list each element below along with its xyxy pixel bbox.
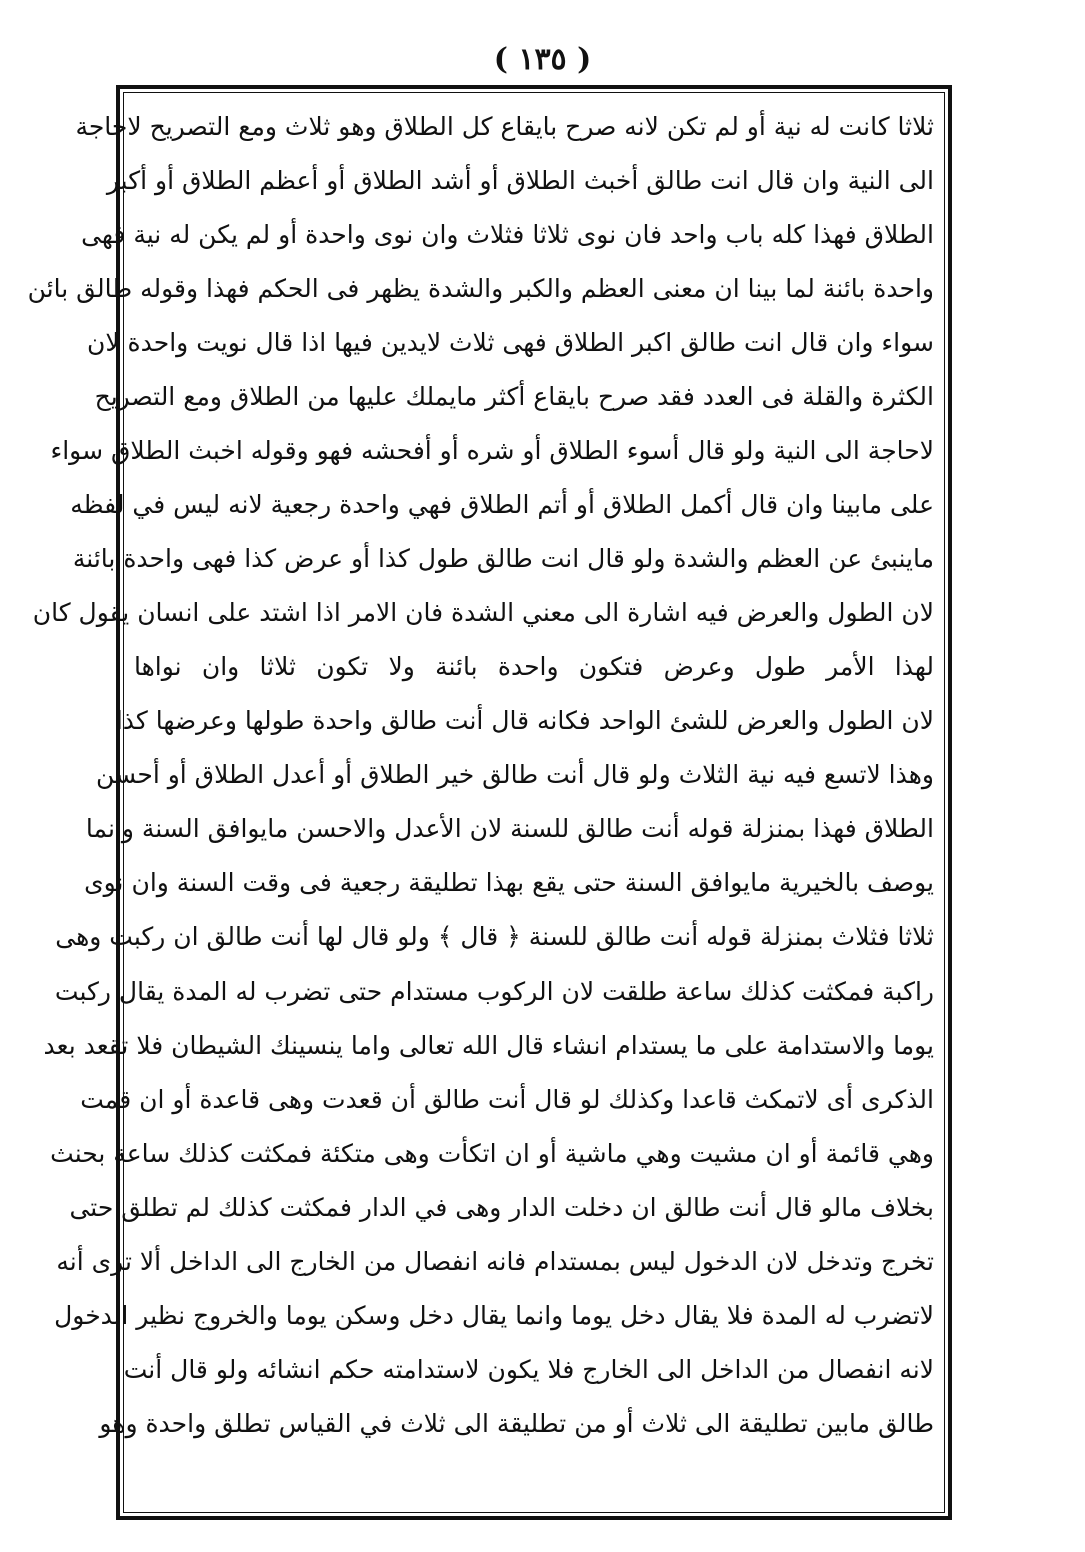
text-line: ثلاثا كانت له نية أو لم تكن لانه صرح بايقاع كل الطلاق وهو ثلاث ومع التصريح لاحاجة: [75, 112, 934, 141]
text-line: ماينبئ عن العظم والشدة ولو قال انت طالق طول كذا أو عرض كذا فهى واحدة بائنة: [72, 544, 934, 574]
text-line: الى النية وان قال انت طالق أخبث الطلاق أو أشد الطلاق أو أعظم الطلاق أو أكبر: [106, 166, 934, 196]
text-line: بخلاف مالو قال أنت طالق ان دخلت الدار وهى في الدار فمكثت كذلك لم تطلق حتى: [69, 1192, 934, 1222]
text-line: الطلاق فهذا بمنزلة قوله أنت طالق للسنة لان الأعدل والاحسن مايوافق السنة وانما: [85, 814, 934, 844]
text-line: لهذا الأمر طول وعرض فتكون واحدة بائنة ولا تكون ثلاثا وان نواها: [134, 652, 934, 682]
text-line: لاحاجة الى النية ولو قال أسوء الطلاق أو شره أو أفحشه فهو وقوله اخبث الطلاق سواء: [50, 436, 934, 466]
text-body: [27, 100, 934, 1505]
text-line: لان الطول والعرض فيه اشارة الى معني الشدة فان الامر اذا اشتد على انسان يقول كان: [32, 598, 934, 628]
text-line: راكبة فمكثت كذلك ساعة طلقت لان الركوب مستدام حتى تضرب له المدة يقال ركبت: [54, 976, 934, 1006]
text-line: لاتضرب له المدة فلا يقال دخل يوما وانما يقال دخل وسكن يوما والخروج نظير الدخول: [54, 1300, 934, 1330]
text-line: ثلاثا فثلاث بمنزلة قوله أنت طالق للسنة ﴿ قال ﴾ ولو قال لها أنت طالق ان ركبت وهى: [55, 922, 934, 952]
text-line: يوصف بالخيرية مايوافق السنة حتى يقع بهذا تطليقة رجعية فى وقت السنة وان نوى: [84, 868, 934, 898]
text-line: وهذا لاتسع فيه نية الثلاث ولو قال أنت طالق خير الطلاق أو أعدل الطلاق أو أحسن: [96, 760, 934, 790]
text-line: الذكرى أى لاتمكث قاعدا وكذلك لو قال أنت طالق أن قعدت وهى قاعدة أو ان قمت: [80, 1084, 934, 1114]
text-line: على مابينا وان قال أكمل الطلاق أو أتم الطلاق فهي واحدة رجعية لانه ليس في لفظه: [70, 490, 934, 520]
text-line: سواء وان قال انت طالق اكبر الطلاق فهى ثلاث لايدين فيها اذا قال نويت واحدة لان: [86, 328, 934, 358]
text-line: الكثرة والقلة فى العدد فقد صرح بايقاع أكثر مايملك عليها من الطلاق ومع التصريح: [94, 382, 934, 412]
text-line: يوما والاستدامة على ما يستدام انشاء قال الله تعالى واما ينسينك الشيطان فلا تقعد بعد: [43, 1030, 934, 1060]
text-line: طالق مابين تطليقة الى ثلاث أو من تطليقة الى ثلاث في القياس تطلق واحدة وهو: [99, 1408, 934, 1438]
text-line: واحدة بائنة لما بينا ان معنى العظم والكبر والشدة يظهر فى الحكم فهذا وقوله طالق بائن: [27, 274, 934, 304]
page-number: ( ١٣٥ ): [493, 42, 592, 77]
text-line: تخرج وتدخل لان الدخول ليس بمستدام فانه انفصال من الخارج الى الداخل ألا ترى أنه: [56, 1246, 934, 1276]
text-line: وهي قائمة أو ان مشيت وهي ماشية أو ان اتكأت وهى متكئة فمكثت كذلك ساعة بحنث: [50, 1138, 934, 1168]
text-line: لان الطول والعرض للشئ الواحد فكانه قال أنت طالق واحدة طولها وعرضها كذا: [115, 706, 934, 736]
text-line: الطلاق فهذا كله باب واحد فان نوى ثلاثا فثلاث وان نوى واحدة أو لم يكن له نية فهى: [81, 220, 934, 250]
text-line: لانه انفصال من الداخل الى الخارج فلا يكون لاستدامته حكم انشائه ولو قال أنت: [123, 1354, 934, 1384]
